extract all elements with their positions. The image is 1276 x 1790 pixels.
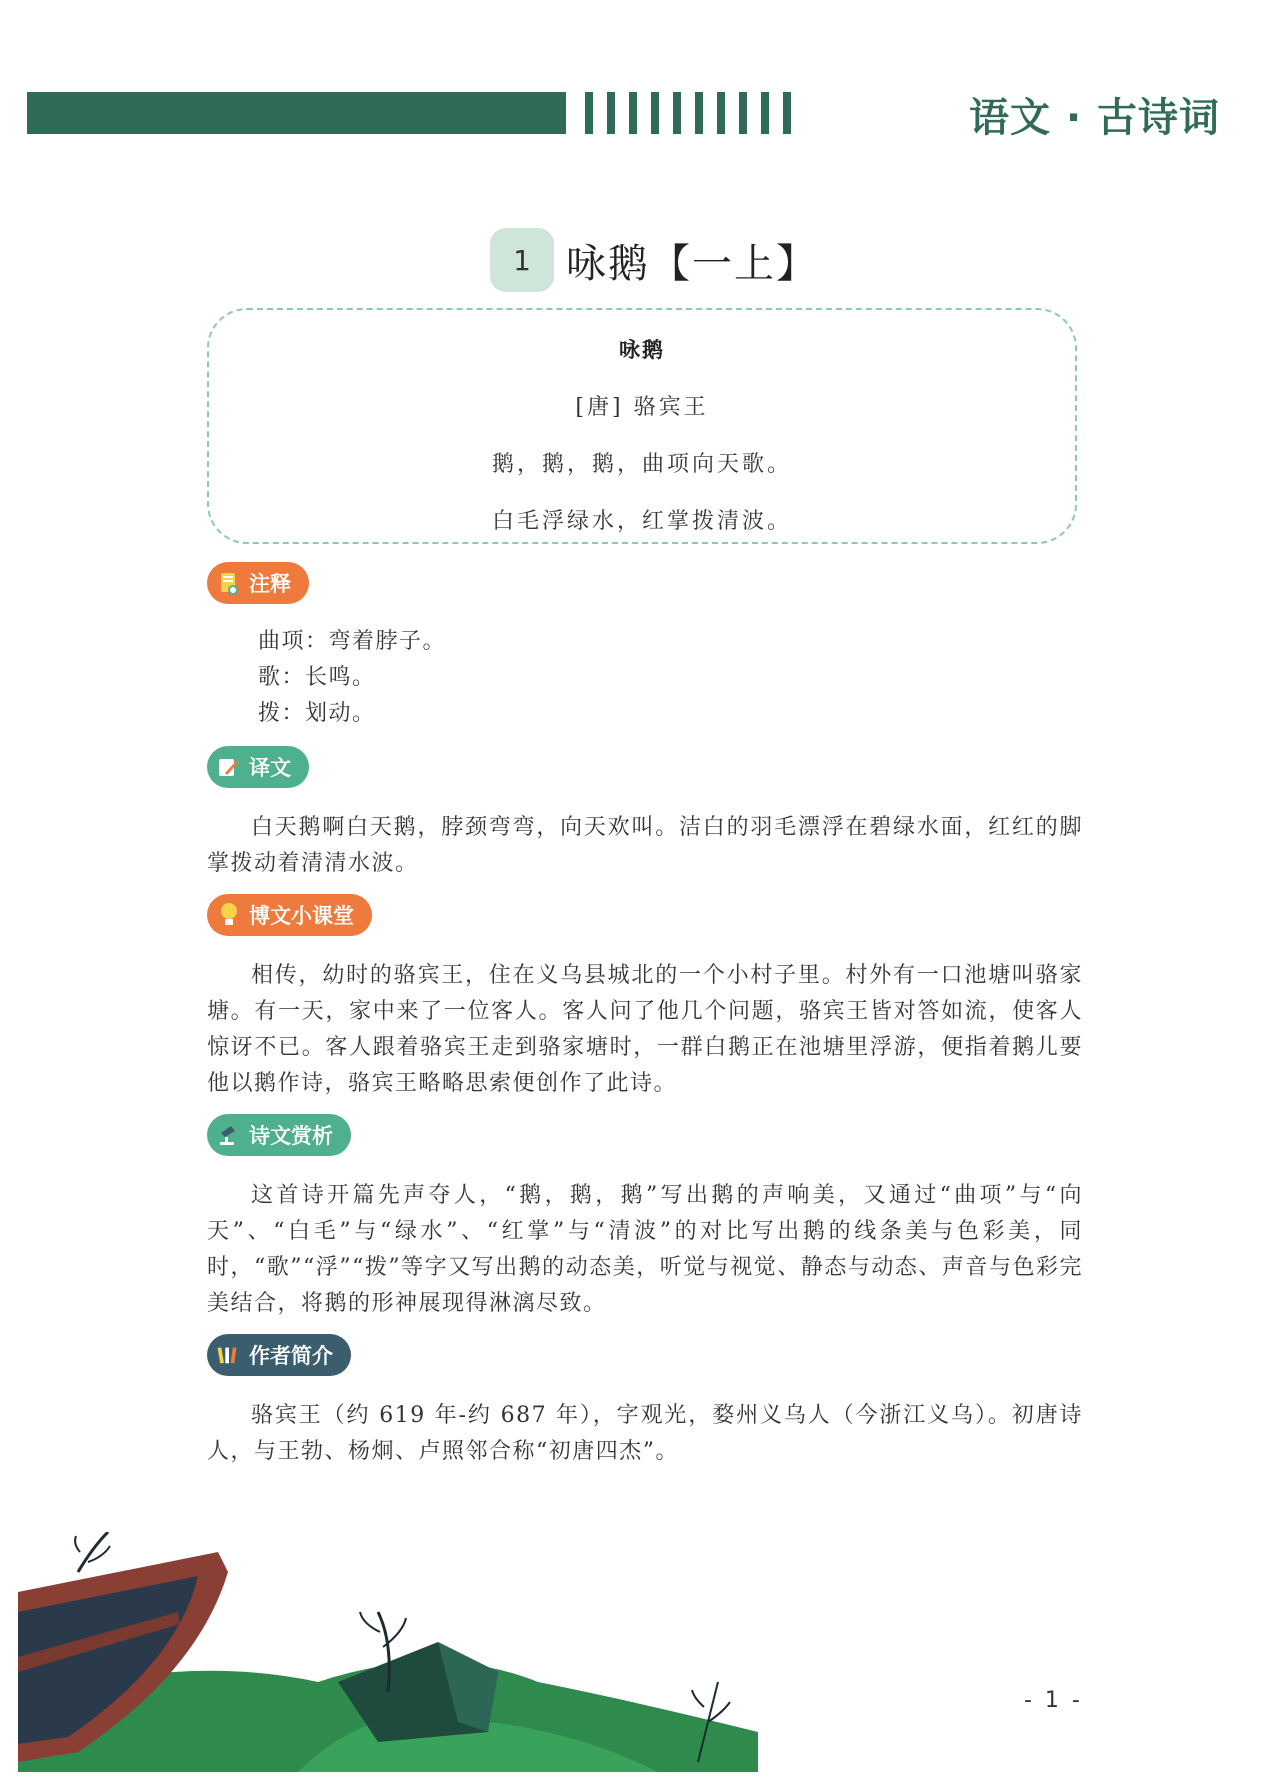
- classroom-text: 相传，幼时的骆宾王，住在义乌县城北的一个小村子里。村外有一口池塘叫骆家塘。有一天，家中来了一位客人。客人问了他几个问题，骆宾王皆对答如流，使客人惊讶不已。客人跟着骆宾王走到骆家塘时，一群白鹅正在池塘里浮游，便指着鹅儿要他以鹅作诗，骆宾王略略思索便创作了此诗。: [207, 963, 1083, 1096]
- note-item: 拨：划动。: [258, 701, 376, 726]
- poem-box: [207, 308, 1077, 544]
- books-icon: [217, 1342, 241, 1368]
- lightbulb-icon: [217, 902, 241, 928]
- section-tag-author: [207, 1334, 351, 1376]
- poem-title: 咏鹅: [619, 337, 665, 362]
- section-tag-label: 译文: [249, 756, 291, 780]
- header-bar: [27, 92, 566, 134]
- section-tag-appreciation: [207, 1114, 351, 1156]
- section-tag-label: 作者简介: [249, 1344, 333, 1368]
- poem-line: 白毛浮绿水，红掌拨清波。: [491, 509, 792, 534]
- note-item: 曲项：弯着脖子。: [258, 629, 447, 654]
- note-item: 歌：长鸣。: [258, 665, 376, 690]
- lamp-icon: [217, 1122, 241, 1148]
- translation-text: 白天鹅啊白天鹅，脖颈弯弯，向天欢叫。洁白的羽毛漂浮在碧绿水面，红红的脚掌拨动着清清水波。: [207, 815, 1083, 876]
- section-tag-label: 博文小课堂: [249, 904, 354, 928]
- appreciation-text: 这首诗开篇先声夺人，“鹅，鹅，鹅”写出鹅的声响美，又通过“曲项”与“向天”、“白毛”与“绿水”、“红掌”与“清波”的对比写出鹅的线条美与色彩美，同时，“歌”“浮”“拨”等字又写出鹅的动态美，听觉与视觉、静态与动态、声音与色彩完美结合，将鹅的形神展现得淋漓尽致。: [207, 1183, 1083, 1316]
- header-stripes: [585, 92, 791, 134]
- notebook-icon: [217, 570, 241, 596]
- lesson-number: 1: [490, 228, 554, 292]
- page-number: - 1 -: [1024, 1688, 1083, 1713]
- section-tag-notes: [207, 562, 309, 604]
- pencil-paper-icon: [217, 754, 241, 780]
- section-tag-label: 注释: [249, 572, 291, 596]
- notes-list: [258, 624, 446, 732]
- poem-author: [唐] 骆宾王: [575, 395, 709, 420]
- lesson-title: 咏鹅【一上】: [566, 240, 818, 287]
- section-tag-label: 诗文赏析: [249, 1124, 333, 1148]
- boat-riverbank-illustration: [18, 1532, 758, 1772]
- section-tag-classroom: [207, 894, 372, 936]
- author-text: 骆宾王（约 619 年-约 687 年），字观光，婺州义乌人（今浙江义乌）。初唐诗人，与王勃、杨炯、卢照邻合称“初唐四杰”。: [207, 1403, 1083, 1464]
- lesson-heading: [490, 228, 818, 292]
- header-title: 语文 · 古诗词: [968, 95, 1220, 141]
- poem-line: 鹅，鹅，鹅，曲项向天歌。: [491, 452, 792, 477]
- section-tag-translation: [207, 746, 309, 788]
